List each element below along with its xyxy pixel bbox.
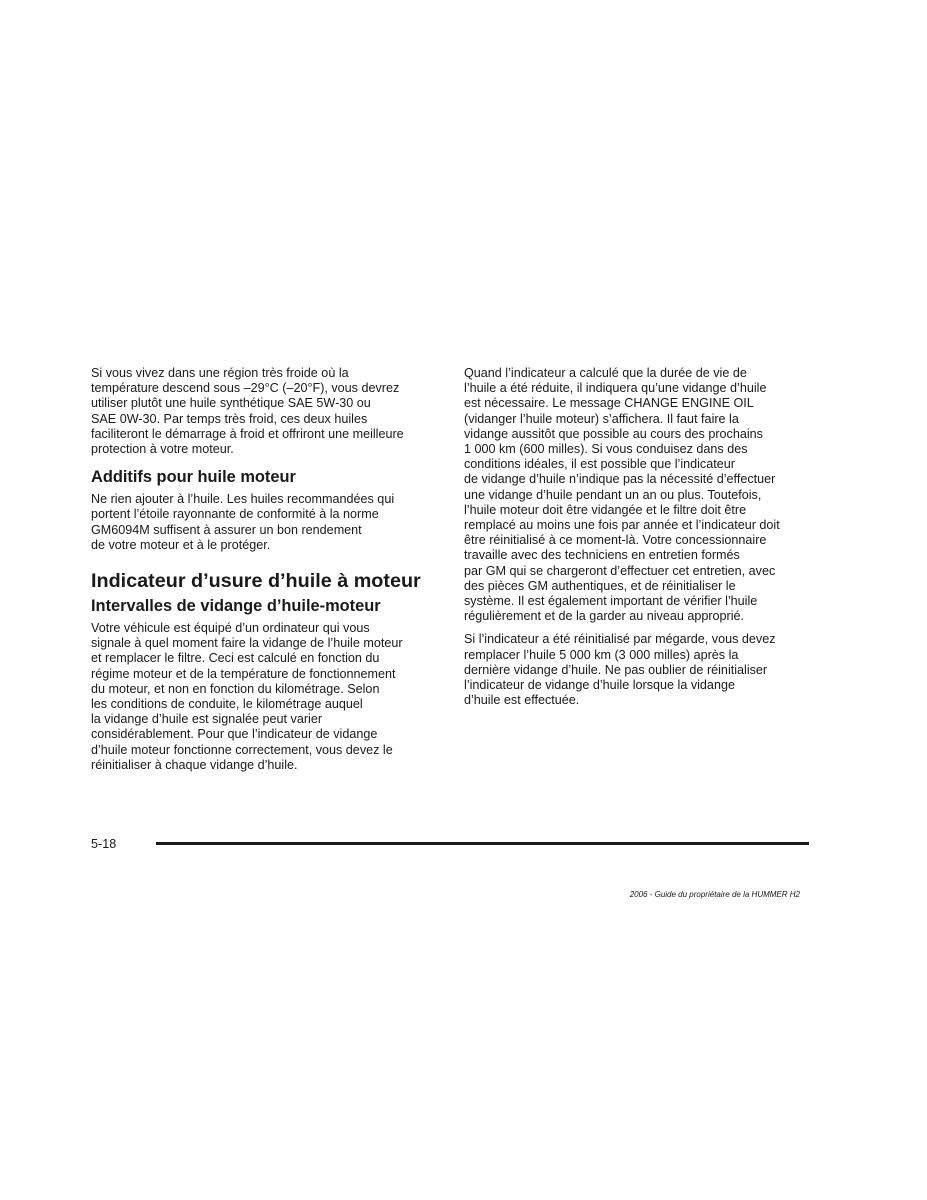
footer-title: 2006 - Guide du propriétaire de la HUMMER H2: [629, 890, 800, 899]
left-column: [91, 366, 441, 781]
page-number: 5-18: [91, 837, 117, 851]
cold-climate-paragraph: Si vous vivez dans une région très froide où la température descend sous –29°C (–20°F), vous devrez utiliser plutôt une huile synthétique SAE 5W-30 ou SAE 0W-30. Par temps très froid, ces deux huiles faciliteront le démarrage à froid et offriront une meilleure protection à votre moteur.: [91, 366, 404, 457]
accidental-reset-paragraph: Si l’indicateur a été réinitialisé par mégarde, vous devez remplacer l’huile 5 000 km (3 000 milles) après la dernière vidange d’huile. Ne pas oublier de réinitialiser l’indicateur de vidange d’huile lorsque la vidange d’huile est effectuée.: [464, 632, 776, 708]
oil-computer-paragraph: Votre véhicule est équipé d’un ordinateur qui vous signale à quel moment faire la vidange de l’huile moteur et remplacer le filtre. Ceci est calculé en fonction du régime moteur et de la température de fonctionnement du moteur, et non en fonction du kilométrage. Selon les conditions de conduite, le kilométrage auquel la vidange d’huile est signalée peut varier considérablement. Pour que l’indicateur de vidange d’huile moteur fonctionne correctement, vous devez le réinitialiser à chaque vidange d’huile.: [91, 621, 403, 772]
oil-change-message-paragraph: Quand l’indicateur a calculé que la durée de vie de l’huile a été réduite, il indiquera qu’une vidange d’huile est nécessaire. Le message CHANGE ENGINE OIL (vidanger l’huile moteur) s’affichera. Il faut faire la vidange aussitôt que possible au cours des prochains 1 000 km (600 milles). Si vous conduisez dans des conditions idéales, il est possible que l’indicateur de vidange d’huile n’indique pas la nécessité d’effectuer une vidange d’huile pendant un an ou plus. Toutefois, l’huile moteur doit être vidangée et le filtre doit être remplacé au moins une fois par année et l’indicateur doit être réinitialisé à ce moment-là. Votre concessionnaire travaille avec des techniciens en entretien formés par GM qui se chargeront d’effectuer cet entretien, avec des pièces GM authentiques, et de réinitialiser le système. Il est également important de vérifier l’huile régulièrement et de la garder au niveau approprié.: [464, 366, 780, 624]
additives-heading: Additifs pour huile moteur: [91, 468, 296, 487]
oil-life-indicator-heading: Indicateur d’usure d’huile à moteur: [91, 570, 421, 593]
oil-change-intervals-heading: Intervalles de vidange d’huile-moteur: [91, 597, 381, 616]
right-column: [464, 366, 814, 716]
additives-paragraph: Ne rien ajouter à l’huile. Les huiles recommandées qui portent l’étoile rayonnante de conformité à la norme GM6094M suffisent à assurer un bon rendement de votre moteur et à le protéger.: [91, 492, 395, 552]
footer-rule: [156, 842, 809, 845]
